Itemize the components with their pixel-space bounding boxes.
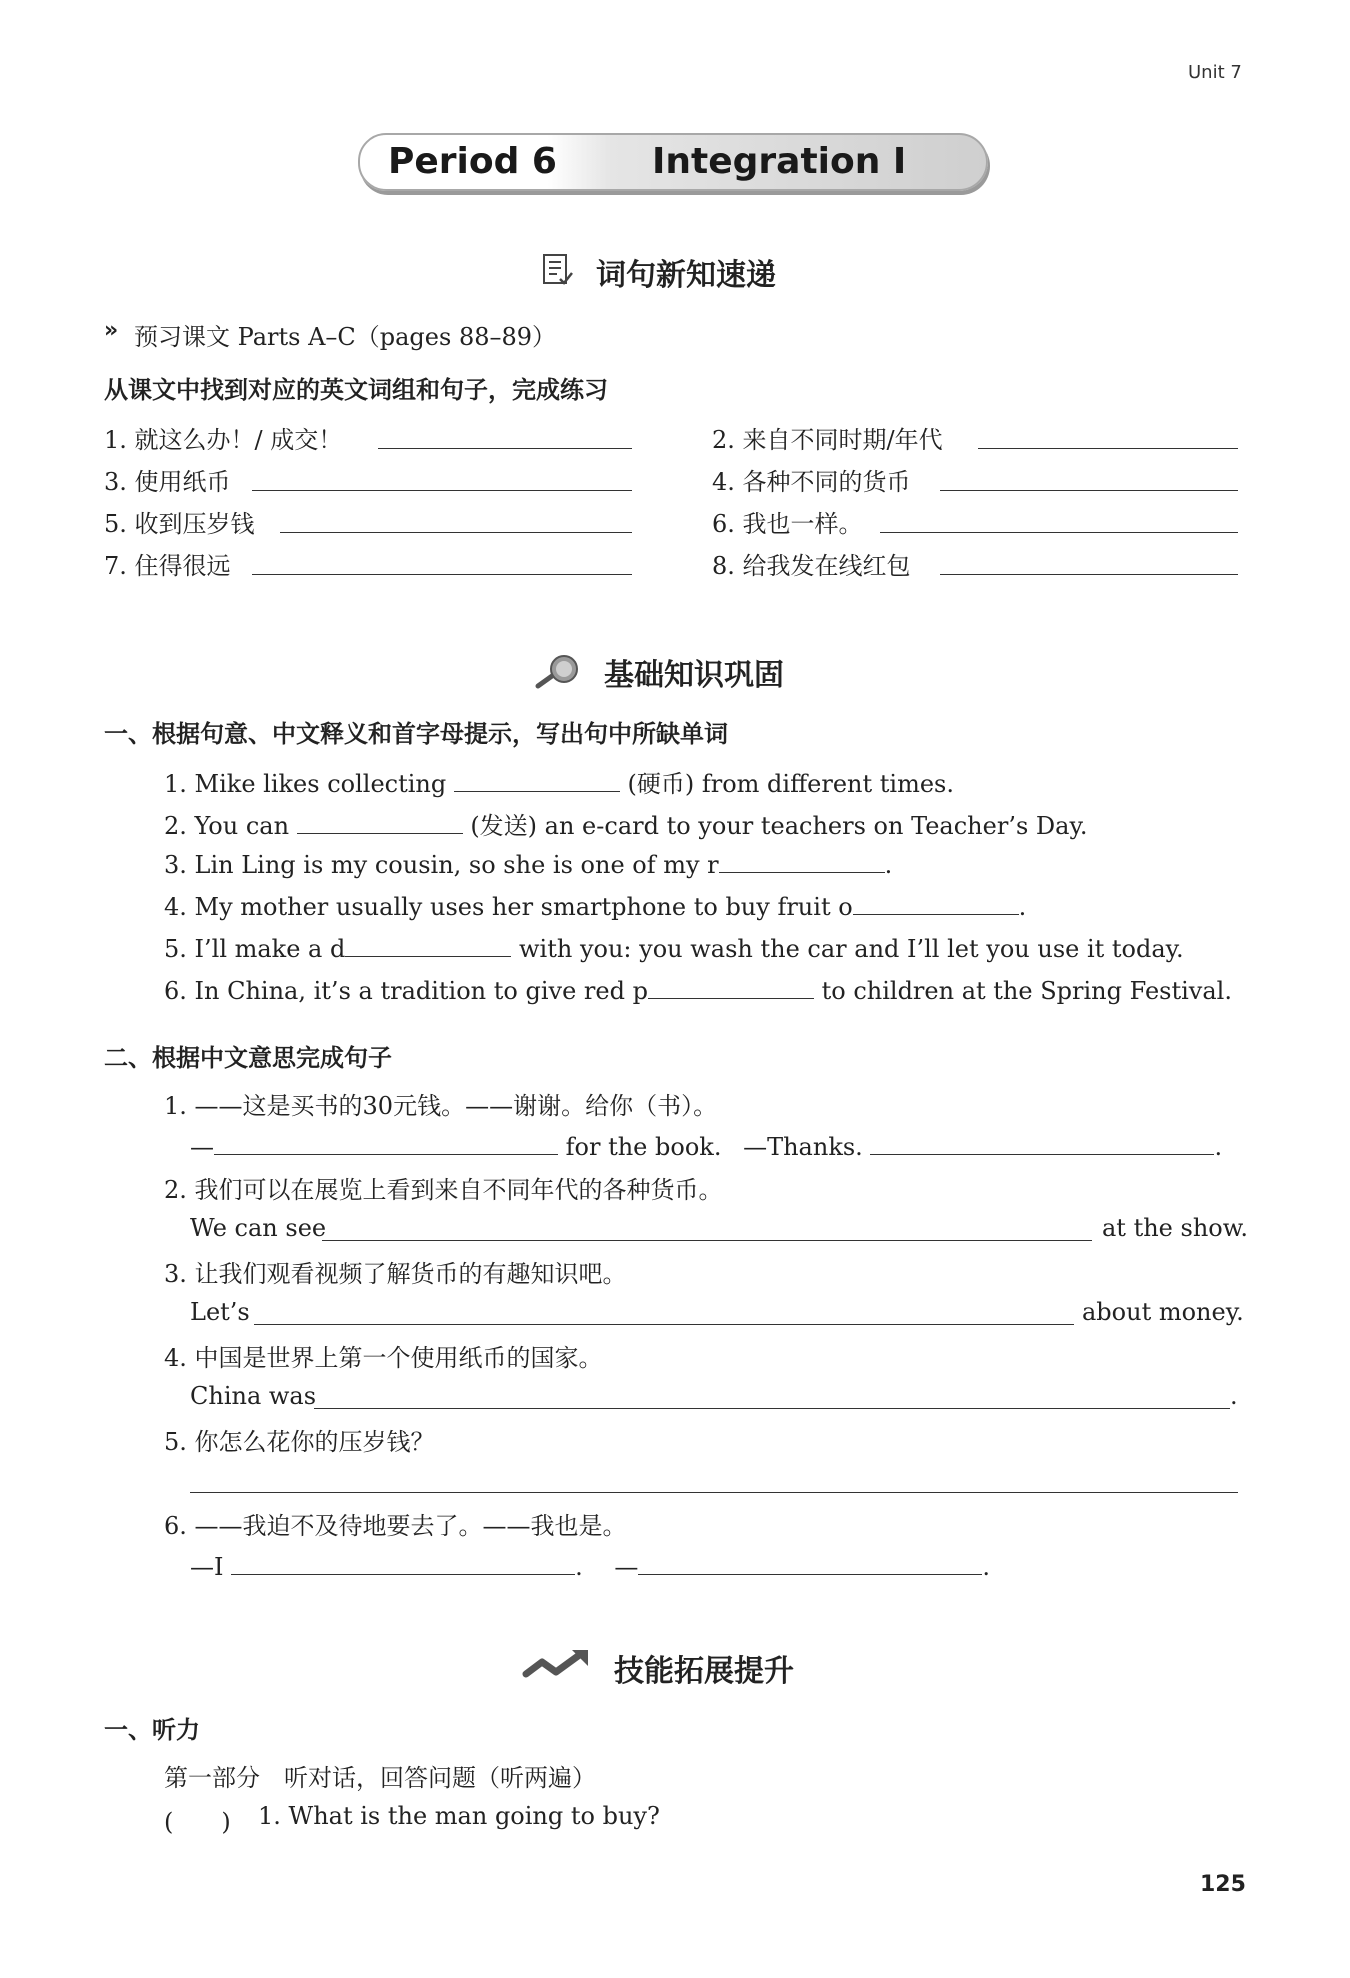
trans-q6-mid: . [575, 1553, 583, 1581]
fill-q6-post: to children at the Spring Festival. [821, 977, 1232, 1005]
listening-sub: 第一部分 听对话，回答问题（听两遍） [164, 1764, 596, 1792]
trans-q1-end: . [1214, 1133, 1223, 1161]
trans-q4-blank[interactable] [314, 1408, 1230, 1409]
period-banner [358, 133, 988, 191]
vocab-blank-1[interactable] [378, 448, 632, 449]
trans-q1-mid: for the book. [565, 1133, 722, 1161]
trans-q3-cn: 3. 让我们观看视频了解货币的有趣知识吧。 [164, 1260, 627, 1288]
lesson-title: Integration I [652, 141, 907, 182]
unit-label: Unit 7 [1188, 62, 1242, 83]
trans-q1-thanks: —Thanks. [743, 1133, 863, 1161]
trans-q1-blank-b[interactable] [870, 1130, 1214, 1155]
trans-q1-cn: 1. ——这是买书的30元钱。——谢谢。给你（书）。 [164, 1092, 718, 1120]
fill-q4-post: . [1018, 893, 1027, 921]
section1-instruction: 从课文中找到对应的英文词组和句子，完成练习 [104, 376, 608, 404]
fill-q2-pre: 2. You can [164, 812, 290, 840]
vocab-blank-4[interactable] [940, 490, 1238, 491]
vocab-item-4: 4. 各种不同的货币 [712, 468, 911, 496]
trend-arrow-icon [522, 1648, 592, 1682]
trans-q6-pre: —I [190, 1553, 224, 1581]
vocab-item-3: 3. 使用纸币 [104, 468, 231, 496]
document-check-icon [540, 252, 576, 288]
section3-title: 技能拓展提升 [614, 1654, 794, 1689]
trans-q5-blank[interactable] [190, 1492, 1238, 1493]
trans-q2-blank[interactable] [322, 1240, 1092, 1241]
vocab-item-1: 1. 就这么办！/ 成交！ [104, 426, 343, 454]
fill-q4-pre: 4. My mother usually uses her smartphone to buy fruit o [164, 893, 853, 921]
vocab-blank-2[interactable] [978, 448, 1238, 449]
answer-bracket[interactable]: ( ) [164, 1808, 231, 1836]
fill-q4-blank[interactable] [853, 890, 1019, 915]
vocab-blank-7[interactable] [252, 574, 632, 575]
fill-q1-blank[interactable] [454, 767, 620, 792]
fill-q5 [164, 932, 1184, 963]
fill-q5-post: with you: you wash the car and I’ll let you use it today. [519, 935, 1184, 963]
vocab-item-5: 5. 收到压岁钱 [104, 510, 255, 538]
vocab-item-8: 8. 给我发在线红包 [712, 552, 911, 580]
trans-q6-blank-b[interactable] [638, 1550, 982, 1575]
trans-q1-line [190, 1130, 1222, 1161]
fill-q2-blank[interactable] [297, 809, 463, 834]
fill-q5-pre: 5. I’ll make a d [164, 935, 346, 963]
preview-marker: » [104, 318, 119, 343]
trans-q2-post: at the show. [1102, 1214, 1249, 1242]
vocab-blank-3[interactable] [252, 490, 632, 491]
trans-q1-blank-a[interactable] [214, 1130, 558, 1155]
section2-title: 基础知识巩固 [604, 658, 784, 693]
trans-q5-cn: 5. 你怎么花你的压岁钱？ [164, 1428, 435, 1456]
listening-heading: 一、听力 [104, 1716, 200, 1744]
fill-q2 [164, 806, 1087, 841]
fill-q6 [164, 974, 1232, 1005]
fill-q3-pre: 3. Lin Ling is my cousin, so she is one of my r [164, 851, 719, 879]
fill-q4 [164, 890, 1026, 921]
vocab-item-7: 7. 住得很远 [104, 552, 231, 580]
listening-q1: 1. What is the man going to buy? [258, 1802, 660, 1830]
trans-q6-dash: — [614, 1553, 639, 1581]
trans-q6-line [190, 1550, 990, 1581]
trans-q6-blank-a[interactable] [231, 1550, 575, 1575]
vocab-blank-5[interactable] [280, 532, 632, 533]
trans-q1-dash: — [190, 1133, 214, 1161]
fill-q1 [164, 764, 954, 799]
period-label: Period 6 [388, 141, 557, 182]
fill-q3-post: . [884, 851, 893, 879]
fill-q3-blank[interactable] [719, 848, 885, 873]
part1-heading: 一、根据句意、中文释义和首字母提示，写出句中所缺单词 [104, 720, 728, 748]
trans-q2-pre: We can see [190, 1214, 327, 1242]
trans-q6-cn: 6. ——我迫不及待地要去了。——我也是。 [164, 1512, 627, 1540]
trans-q4-cn: 4. 中国是世界上第一个使用纸币的国家。 [164, 1344, 603, 1372]
fill-q6-pre: 6. In China, it’s a tradition to give red p [164, 977, 648, 1005]
trans-q2-cn: 2. 我们可以在展览上看到来自不同年代的各种货币。 [164, 1176, 723, 1204]
fill-q3 [164, 848, 892, 879]
fill-q1-pre: 1. Mike likes collecting [164, 770, 447, 798]
trans-q4-post: . [1230, 1382, 1238, 1410]
trans-q6-end: . [982, 1553, 991, 1581]
fill-q1-post: (硬币) from different times. [627, 770, 954, 798]
vocab-blank-8[interactable] [940, 574, 1238, 575]
magnifier-icon [534, 652, 582, 692]
fill-q2-post: (发送) an e-card to your teachers on Teacher’s Day. [470, 812, 1088, 840]
vocab-item-2: 2. 来自不同时期/年代 [712, 426, 943, 454]
vocab-item-6: 6. 我也一样。 [712, 510, 863, 538]
vocab-blank-6[interactable] [880, 532, 1238, 533]
trans-q3-post: about money. [1082, 1298, 1244, 1326]
preview-text: 预习课文 Parts A–C（pages 88–89） [134, 323, 557, 351]
page-number: 125 [1200, 1872, 1246, 1897]
part2-heading: 二、根据中文意思完成句子 [104, 1044, 392, 1072]
trans-q3-pre: Let’s [190, 1298, 250, 1326]
trans-q4-pre: China was [190, 1382, 317, 1410]
trans-q3-blank[interactable] [254, 1324, 1074, 1325]
fill-q6-blank[interactable] [648, 974, 814, 999]
section1-title: 词句新知速递 [596, 258, 776, 293]
fill-q5-blank[interactable] [345, 932, 511, 957]
